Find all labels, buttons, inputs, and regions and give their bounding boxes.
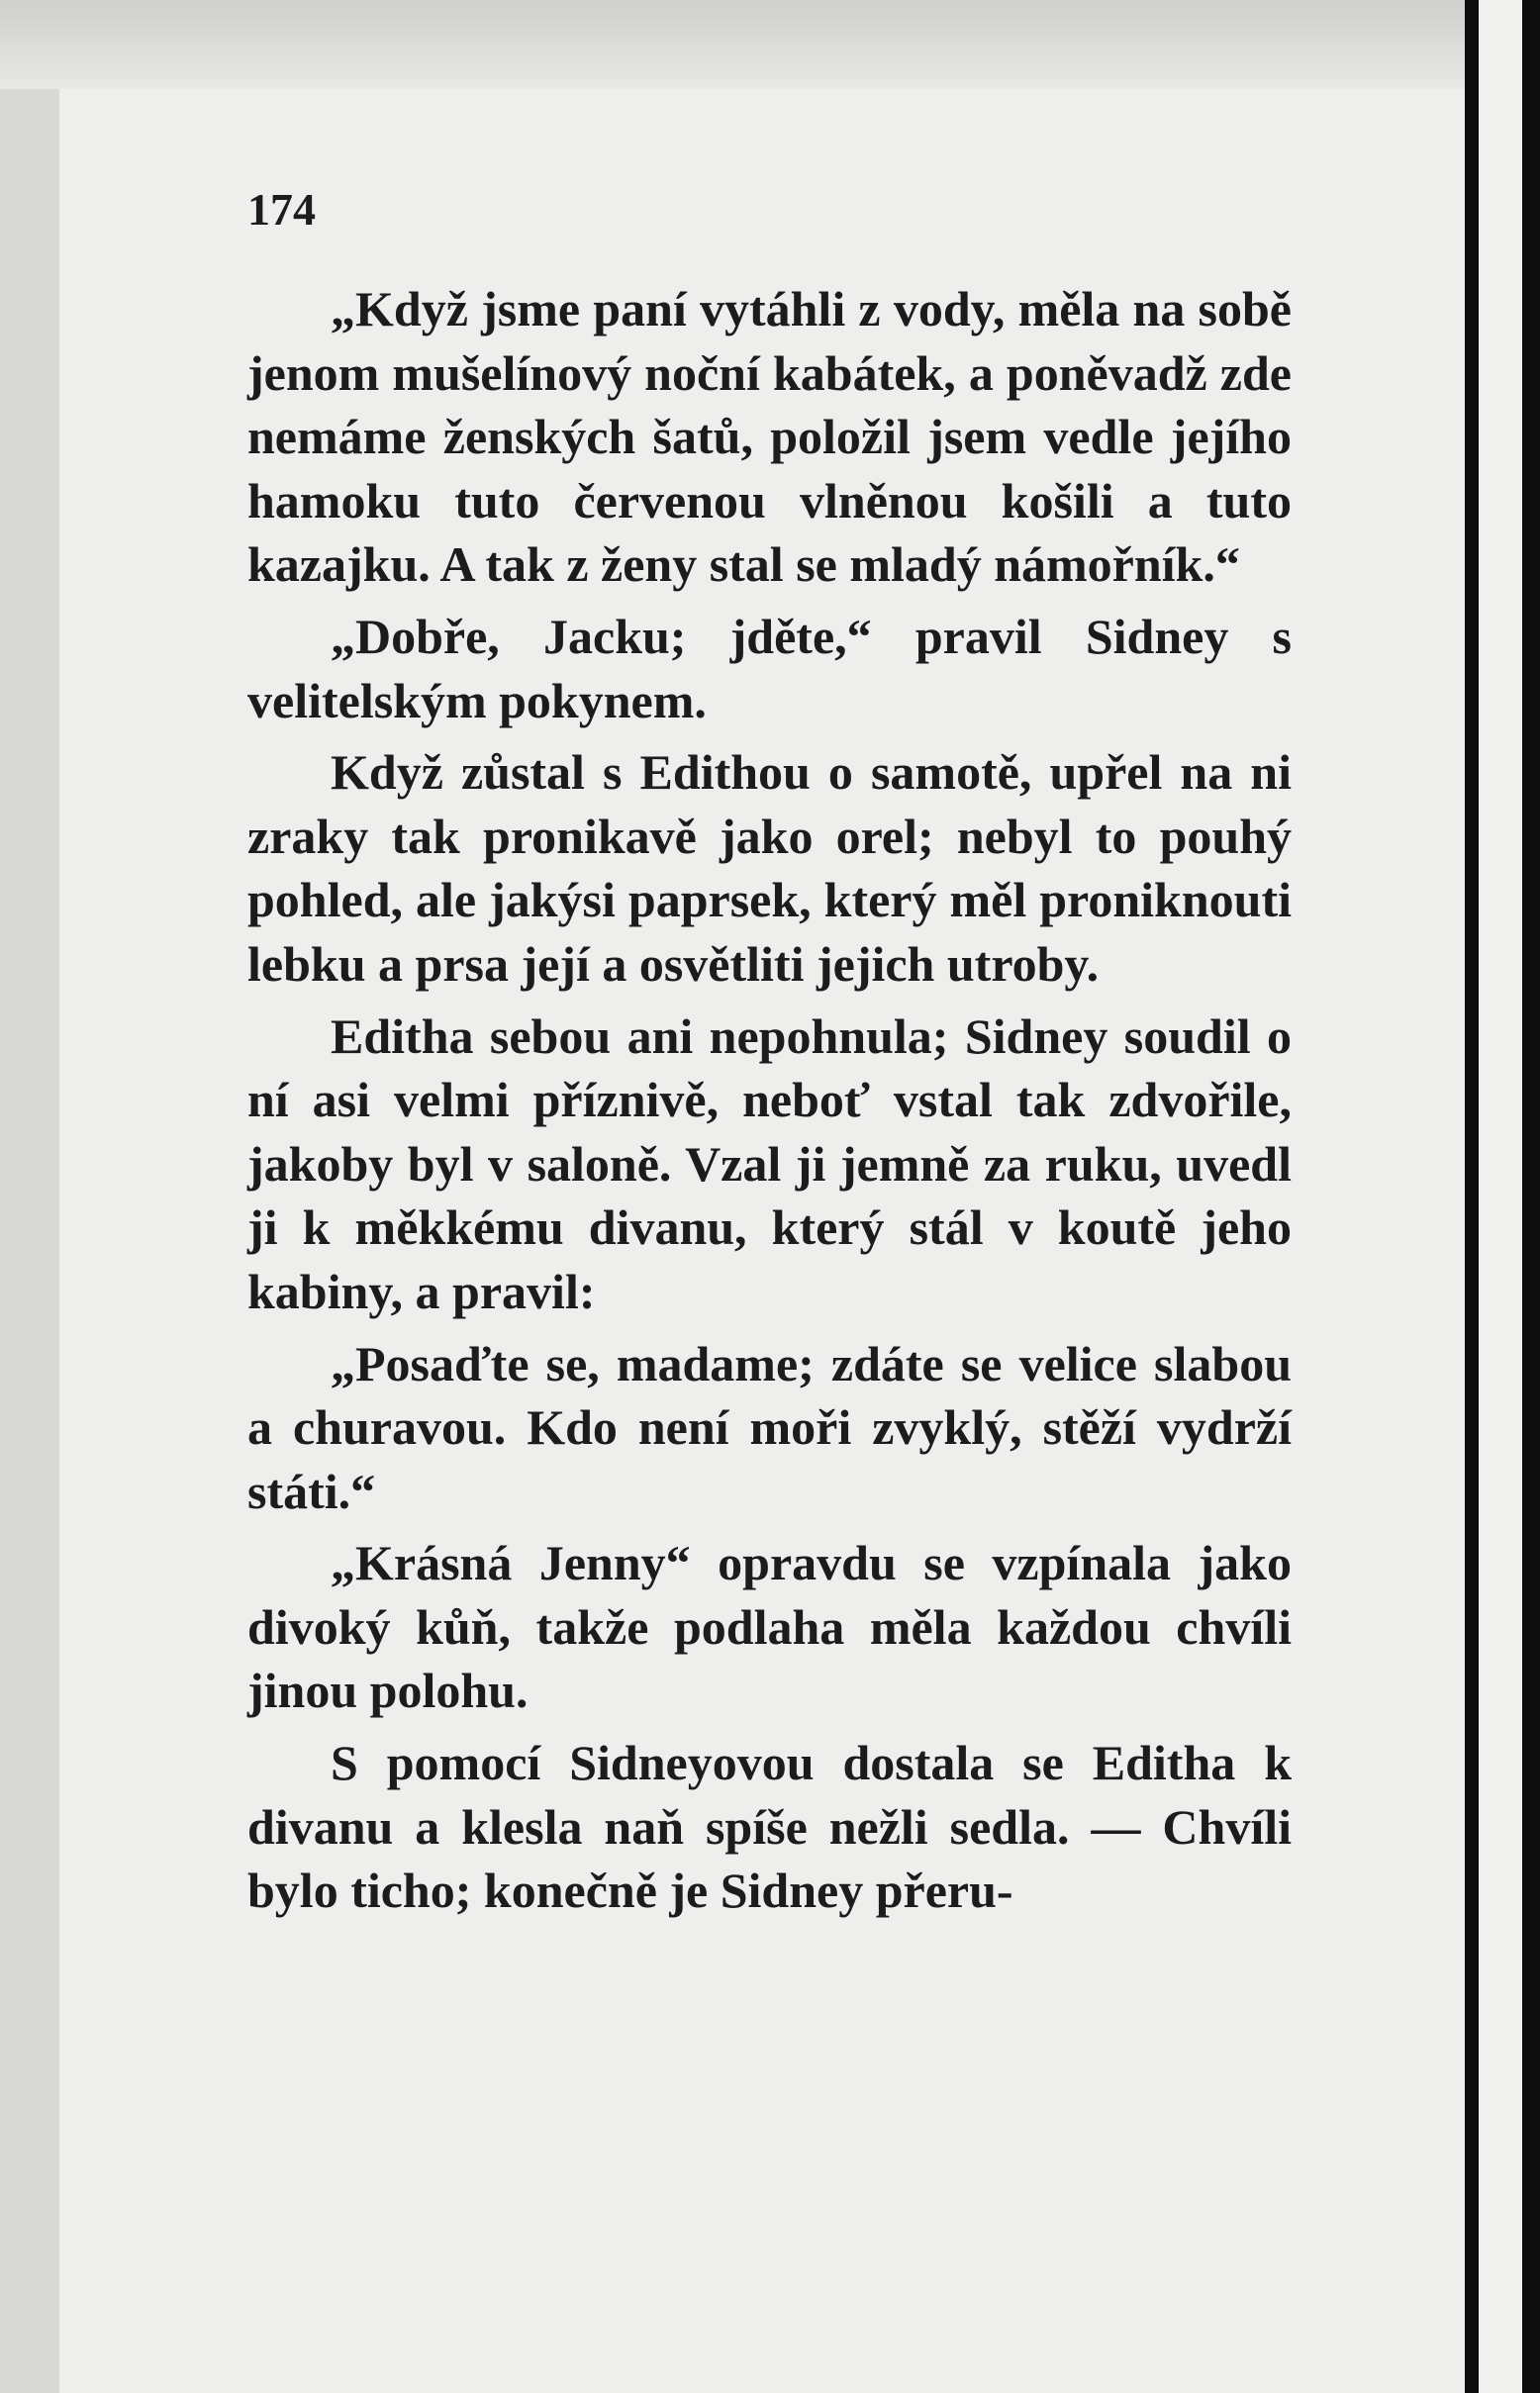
page-body-text: [247, 277, 1292, 1923]
paragraph: „Krásná Jenny“ opravdu se vzpínala jako divoký kůň, takže podlaha měla každou chvíli jinou polohu.: [247, 1535, 1292, 1719]
paragraph: „Dobře, Jacku; jděte,“ pravil Sidney s velitelským pokynem.: [247, 608, 1292, 728]
paragraph: „Když jsme paní vytáhli z vody, měla na sobě jenom mušelínový noční kabátek, a poněvadž zde nemáme ženských šatů, položil jsem vedle jejího hamoku tuto červenou vlněnou košili a tuto kazajku. A tak z ženy stal se mladý námořník.“: [247, 281, 1292, 593]
paragraph: Když zůstal s Edithou o samotě, upřel na ni zraky tak pronikavě jako orel; nebyl to pouhý pohled, ale jakýsi paprsek, který měl proniknouti lebku a prsa její a osvětliti jejich utroby.: [247, 744, 1292, 992]
paragraph: „Posaďte se, madame; zdáte se velice slabou a churavou. Kdo není moři zvyklý, stěží vydrží státi.“: [247, 1335, 1292, 1519]
left-margin: [0, 0, 59, 2393]
paragraph: S pomocí Sidneyovou dostala se Editha k divanu a klesla naň spíše nežli sedla. — Chvíli bylo ticho; konečně je Sidney přeru-: [247, 1735, 1292, 1919]
top-shadow: [0, 0, 1540, 89]
page-number: 174: [247, 184, 316, 235]
scan-edge: [1522, 0, 1540, 2393]
page-gutter: [1465, 0, 1479, 2393]
paragraph: Editha sebou ani nepohnula; Sidney soudil o ní asi velmi příznivě, neboť vstal tak zdvořile, jakoby byl v saloně. Vzal ji jemně za ruku, uvedl ji k měkkému divanu, který stál v koutě jeho kabiny, a pravil:: [247, 1007, 1292, 1319]
